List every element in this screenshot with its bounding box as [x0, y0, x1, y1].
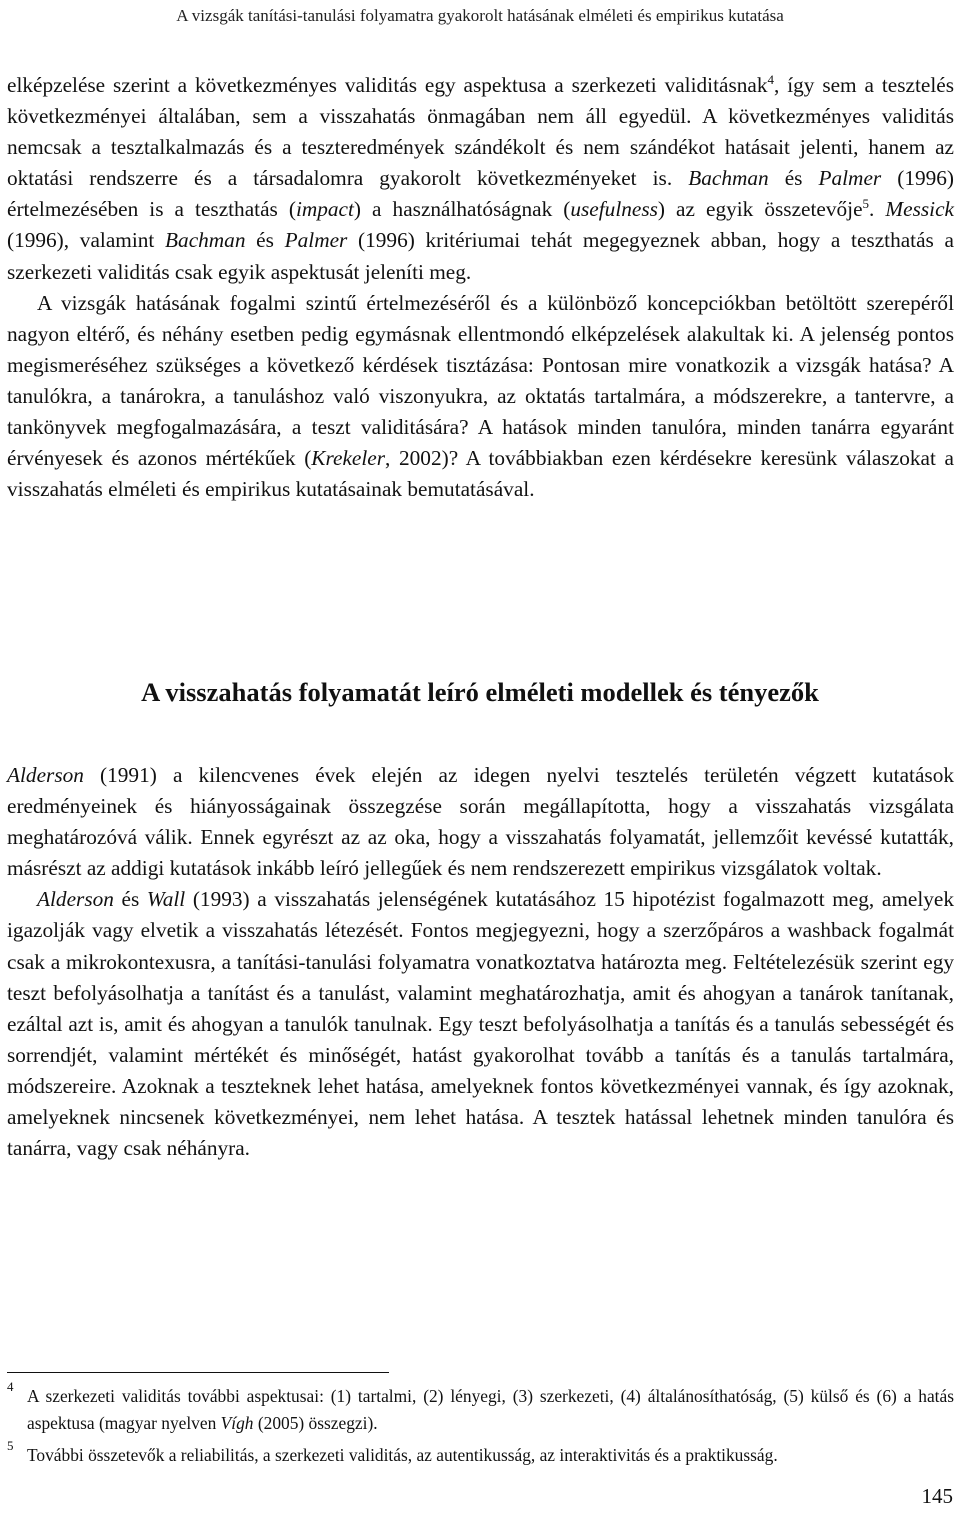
footnote-5: [7, 1438, 954, 1469]
text-span: és: [245, 228, 285, 253]
footnotes: [7, 1379, 954, 1474]
author-citation: Bachman: [165, 228, 246, 253]
author-citation: Vígh: [220, 1413, 254, 1433]
text-span: (1996), valamint: [7, 228, 166, 253]
footnote-ref-5[interactable]: 5: [862, 196, 870, 212]
text-span: ) a használhatóságnak (: [353, 197, 571, 222]
text-span: , így sem a tesztelés következményei általában, sem a visszahatás önmagában nem áll egyedül. A következményes validitás nemcsak a tesztalkalmazás és a teszteredmények szándékolt és nem szándékot hatásait jelenti, hanem az oktatási rendszerre és a társadalomra gyakorolt következményeket is.: [7, 73, 954, 191]
author-citation: Alderson: [7, 763, 84, 787]
footnote-number: 4: [7, 1379, 14, 1394]
text-span: (1996) kritériumai tehát megegyeznek abban, hogy a teszthatás a szerkezeti validitás csak egyik aspektusát jeleníti meg.: [7, 228, 954, 284]
author-citation: Palmer: [284, 228, 348, 253]
running-header: A vizsgák tanítási-tanulási folyamatra gyakorolt hatásának elméleti és empirikus kutatása: [176, 6, 784, 25]
paragraph-alderson-1991: [7, 760, 954, 884]
footnote-separator: [7, 1372, 389, 1373]
author-citation: Messick: [885, 197, 954, 222]
text-span: (2005) összegzi).: [253, 1413, 378, 1433]
text-span: .: [869, 197, 886, 222]
text-span: (1993) a visszahatás jelenségének kutatásához 15 hipotézist fogalmazott meg, amelyek igazolják vagy elvetik a visszahatás létezését. Fontos megjegyezni, hogy a szerzőpáros a washback fogalmát csak a mikrokontexusra, a tanítási-tanulási folyamatra vonatkoztatva határozta meg. Feltételezésük szerint egy teszt befolyásolhatja a tanítást és a tanulást, valamint meghatározhatja, amit és ahogyan a tanárok tanítanak, ezáltal azt is, amit és ahogyan a tanulók tanulnak. Egy teszt befolyásolhatja a tanítás és a tanulás sebességét és sorrendjét, valamint mértékét és minőségét, hatást gyakorolhat tovább a tanítás és a tanulás tartalmára, módszereire. Azoknak a teszteknek lehet hatása, amelyeknek fontos következményei vannak, és így azoknak, amelyeknek nincsenek következményei, nem lehet hatása. A tesztek hatással lehetnek minden tanulóra és tanárra, vagy csak néhányra.: [7, 887, 954, 1161]
text-span: és: [768, 166, 819, 191]
page-number: 145: [921, 1484, 953, 1508]
paragraph-alderson-wall: [7, 884, 954, 1164]
author-citation: Palmer: [818, 166, 882, 191]
text-span: A szerkezeti validitás további aspektusai: (1) tartalmi, (2) lényegi, (3) szerkezeti, (4) általánosíthatóság, (5) külső és (6) a hatás aspektusa (magyar nyelven: [27, 1386, 954, 1433]
section-heading: A visszahatás folyamatát leíró elméleti modellek és tényezők: [141, 677, 819, 707]
text-span: ) az egyik összetevője: [657, 197, 863, 222]
text-span: (1991) a kilencvenes évek elején az idegen nyelvi tesztelés területén végzett kutatások eredményeinek és hiányosságainak összegzése során megállapította, hogy a visszahatás vizsgálata meghatározóvá válik. Ennek egyrészt az az oka, hogy a visszahatás folyamatát, jellemzőit kevéssé kutatták, másrészt az addigi kutatások inkább leíró jellegűek és nem rendszerezett empirikus vizsgálatok voltak.: [7, 763, 954, 881]
footnote-ref-4[interactable]: 4: [767, 71, 774, 87]
text-span: (1996) értelmezésében is a teszthatás (: [7, 166, 955, 222]
text-span: , 2002)? A továbbiakban ezen kérdésekre keresünk válaszokat a visszahatás elméleti és empirikus kutatásainak bemutatásával.: [7, 446, 954, 502]
text-span: elképzelése szerint a következményes validitás egy aspektusa a szerkezeti validitásnak: [7, 73, 768, 97]
text-span: A vizsgák hatásának fogalmi szintű értelmezéséről és a különböző koncepciókban betöltött szerepéről nagyon eltérő, és néhány esetben pedig egymásnak ellentmondó elképzelések alakultak ki. A jelenség pontos megismeréséhez szükséges a következő kérdések tisztázása: Pontosan mire vonatkozik a vizsgák hatása? A tanulókra, a tanárokra, a tanuláshoz való viszonyukra, az oktatás tartalmára, a módszerekre, a tantervre, a tankönyvek megfogalmazására, a teszt validitására? A hatások minden tanulóra, minden tanárra egyaránt érvényesek és azonos mértékűek (: [7, 290, 954, 471]
footnote-4: [7, 1379, 954, 1437]
intro-text-block: [7, 70, 954, 505]
text-span: További összetevők a reliabilitás, a szerkezeti validitás, az autentikusság, az interaktivitás és a praktikusság.: [27, 1445, 778, 1465]
paragraph-validity: [7, 70, 954, 288]
term-italic: usefulness: [570, 197, 658, 222]
term-italic: impact: [295, 197, 354, 222]
author-citation: Krekeler: [311, 446, 386, 471]
text-span: és: [113, 887, 147, 912]
author-citation: Alderson: [37, 887, 114, 912]
footnote-number: 5: [7, 1438, 14, 1453]
section-text-block: [7, 760, 954, 1164]
paragraph-questions: [7, 288, 954, 506]
author-citation: Wall: [146, 887, 186, 912]
author-citation: Bachman: [688, 166, 769, 191]
